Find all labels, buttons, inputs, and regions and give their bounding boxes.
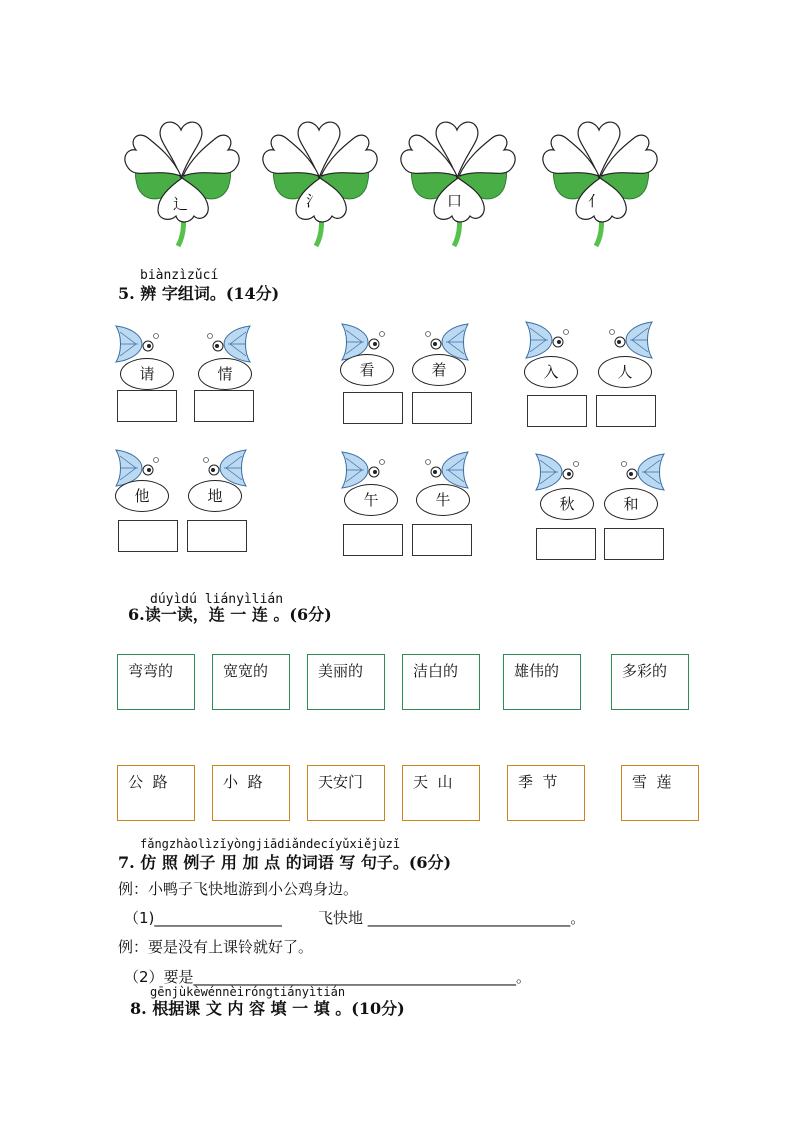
q7-line-1-prefix[interactable]: （1)_________________ xyxy=(124,909,282,927)
char-oval: 秋 xyxy=(540,488,594,520)
answer-box[interactable] xyxy=(117,390,177,422)
word-box-top[interactable]: 美丽的 xyxy=(307,654,385,710)
char-oval: 请 xyxy=(120,358,174,390)
char-oval: 入 xyxy=(524,356,578,388)
char-oval: 牛 xyxy=(416,484,470,516)
word-box-bottom[interactable]: 季 节 xyxy=(507,765,585,821)
char-oval: 他 xyxy=(115,480,169,512)
answer-box[interactable] xyxy=(596,395,656,427)
answer-box[interactable] xyxy=(604,528,664,560)
clover-icon xyxy=(394,118,524,248)
clover-icon xyxy=(118,118,248,248)
word-box-top[interactable]: 洁白的 xyxy=(402,654,480,710)
char-oval: 看 xyxy=(340,354,394,386)
q5-pinyin: biànzìzǔcí xyxy=(140,268,219,283)
answer-box[interactable] xyxy=(187,520,247,552)
char-oval: 和 xyxy=(604,488,658,520)
q7-line-1-rest[interactable]: 飞快地 ___________________________。 xyxy=(318,909,586,927)
clover-radical: 亻 xyxy=(588,192,604,210)
clover-2 xyxy=(256,118,386,248)
answer-box[interactable] xyxy=(343,392,403,424)
clover-icon xyxy=(536,118,666,248)
word-box-bottom[interactable]: 天 山 xyxy=(402,765,480,821)
word-box-bottom[interactable]: 雪 莲 xyxy=(621,765,699,821)
clover-3 xyxy=(394,118,524,248)
q7-example-2: 例：要是没有上课铃就好了。 xyxy=(118,938,314,956)
char-oval: 人 xyxy=(598,356,652,388)
word-box-bottom[interactable]: 小 路 xyxy=(212,765,290,821)
char-oval: 午 xyxy=(344,484,398,516)
clover-radical: 氵 xyxy=(306,192,322,210)
clover-1 xyxy=(118,118,248,248)
q8-pinyin: gēnjùkèwénnèiróngtiányìtián xyxy=(150,985,346,999)
word-box-bottom[interactable]: 天安门 xyxy=(307,765,385,821)
q7-example-1: 例：小鸭子飞快地游到小公鸡身边。 xyxy=(118,880,359,898)
q5-title: 5. 辨 字组词。(14分) xyxy=(118,284,280,303)
word-box-top[interactable]: 雄伟的 xyxy=(503,654,581,710)
q6-title: 6.读一读，连 一 连 。(6分) xyxy=(128,605,332,624)
char-oval: 情 xyxy=(198,358,252,390)
char-oval: 着 xyxy=(412,354,466,386)
answer-box[interactable] xyxy=(412,392,472,424)
q7-title: 7. 仿 照 例子 用 加 点 的词语 写 句子。(6分) xyxy=(118,853,452,872)
q6-pinyin: dúyìdú liányìlián xyxy=(150,592,284,607)
word-box-bottom[interactable]: 公 路 xyxy=(117,765,195,821)
clover-radical: 辶 xyxy=(173,195,189,213)
answer-box[interactable] xyxy=(118,520,178,552)
answer-box[interactable] xyxy=(412,524,472,556)
answer-box[interactable] xyxy=(536,528,596,560)
q8-title: 8. 根据课 文 内 容 填 一 填 。(10分) xyxy=(130,999,405,1018)
q7-line-2[interactable]: （2）要是___________________________________________。 xyxy=(124,968,532,986)
clover-4 xyxy=(536,118,666,248)
clover-radical: 口 xyxy=(447,192,463,210)
answer-box[interactable] xyxy=(194,390,254,422)
word-box-top[interactable]: 弯弯的 xyxy=(117,654,195,710)
word-box-top[interactable]: 多彩的 xyxy=(611,654,689,710)
answer-box[interactable] xyxy=(527,395,587,427)
answer-box[interactable] xyxy=(343,524,403,556)
char-oval: 地 xyxy=(188,480,242,512)
clover-icon xyxy=(256,118,386,248)
q7-pinyin: fǎngzhàolìzǐyòngjiādiǎndecíyǔxiějùzǐ xyxy=(140,837,401,851)
word-box-top[interactable]: 宽宽的 xyxy=(212,654,290,710)
